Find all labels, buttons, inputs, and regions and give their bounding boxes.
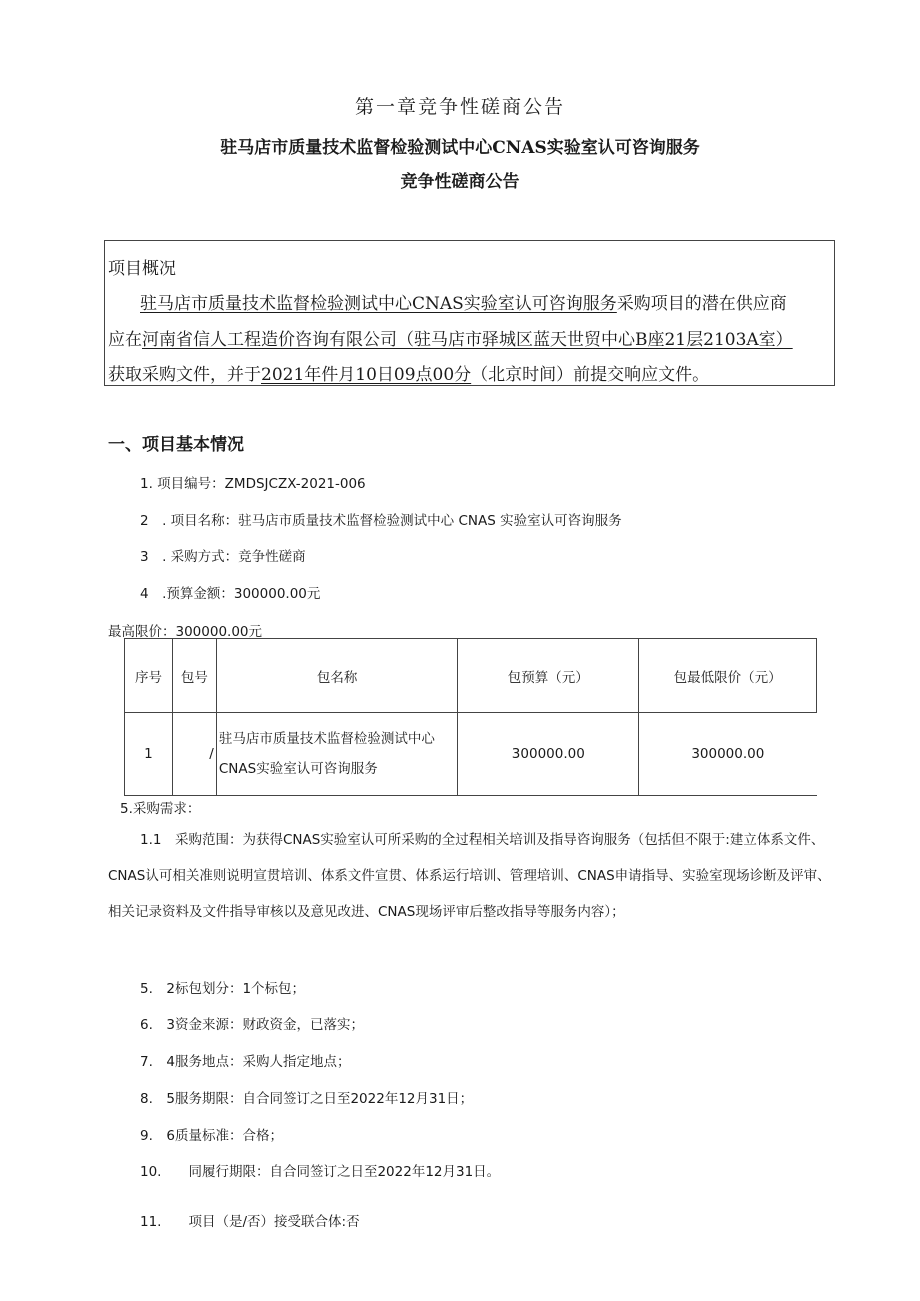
- requirements-title: 5.采购需求：: [120, 801, 201, 817]
- overview-line-1: [140, 289, 787, 314]
- contract-period: 10. 同履行期限：自合同签订之日至2022年12月31日。: [140, 1164, 501, 1180]
- chapter-title: 第一章竞争性磋商公告: [354, 96, 565, 118]
- procurement-scope: [108, 822, 838, 930]
- table-row: [125, 713, 817, 796]
- row-min-price: 300000.00: [639, 713, 817, 796]
- procurement-method: 3 . 采购方式：竞争性磋商: [140, 549, 306, 565]
- overview-heading: 项目概况: [108, 259, 176, 279]
- overview-text-a: 采购项目的潜在供应商: [616, 294, 787, 314]
- service-period: 8. 5服务期限：自合同签订之日至2022年12月31日；: [140, 1091, 474, 1107]
- overview-text-b: 应在: [108, 330, 142, 350]
- header-cell: 包号: [172, 639, 216, 713]
- overview-text-c: 获取采购文件，并于: [108, 365, 261, 385]
- quality-standard: 9. 6质量标准：合格；: [140, 1128, 283, 1144]
- table-header-row: [125, 639, 817, 713]
- row-package-name: 驻马店市质量技术监督检验测试中心CNAS实验室认可咨询服务: [216, 713, 458, 796]
- overview-text-d: （北京时间）前提交响应文件。: [471, 365, 710, 385]
- section-basic-info-title: 一、项目基本情况: [108, 435, 244, 455]
- service-location: 7. 4服务地点：采购人指定地点；: [140, 1054, 351, 1070]
- budget-amount: 4 .预算金额：300000.00元: [140, 586, 321, 602]
- package-table: [124, 638, 817, 796]
- fund-source: 6. 3资金来源：财政资金，已落实；: [140, 1017, 364, 1033]
- header-cell: 包预算（元）: [458, 639, 639, 713]
- project-name: 2 . 项目名称：驻马店市质量技术监督检验测试中心 CNAS 实验室认可咨询服务: [140, 513, 622, 529]
- lot-division: 5. 2标包划分：1个标包；: [140, 981, 306, 997]
- max-price: 最高限价：300000.00元: [108, 624, 263, 640]
- overview-line-3: [108, 360, 709, 385]
- header-cell: 序号: [125, 639, 173, 713]
- overview-line-2: [108, 325, 793, 350]
- header-cell: 包名称: [216, 639, 458, 713]
- document-subtitle: 竞争性磋商公告: [400, 172, 520, 192]
- row-no: 1: [125, 713, 173, 796]
- overview-address: （驻马店市驿城区蓝天世贸中心B座21层2103A室）: [397, 330, 793, 350]
- header-cell: 包最低限价（元）: [639, 639, 817, 713]
- overview-project-name: 驻马店市质量技术监督检验测试中心CNAS实验室认可咨询服务: [140, 294, 617, 314]
- document-title: 驻马店市质量技术监督检验测试中心CNAS实验室认可咨询服务: [220, 138, 700, 158]
- consortium: 11. 项目（是/否）接受联合体:否: [140, 1214, 360, 1230]
- overview-deadline: 2021年件月10日09点00分: [261, 365, 472, 385]
- row-package: /: [172, 713, 216, 796]
- project-number: 1. 项目编号：ZMDSJCZX-2021-006: [140, 476, 366, 492]
- overview-agency: 河南省信人工程造价咨询有限公司: [142, 330, 397, 350]
- scope-text: 1.1 采购范围：为获得CNAS实验室认可所采购的全过程相关培训及指导咨询服务（包括但不限于:建立体系文件、CNAS认可相关准则说明宣贯培训、体系文件宣贯、体系运行培训、管理培训、CNAS申请指导、实验室现场诊断及评审、相关记录资料及文件指导审核以及意见改进、CNAS现场评审后整改指导等服务内容）；: [108, 832, 831, 920]
- row-budget: 300000.00: [458, 713, 639, 796]
